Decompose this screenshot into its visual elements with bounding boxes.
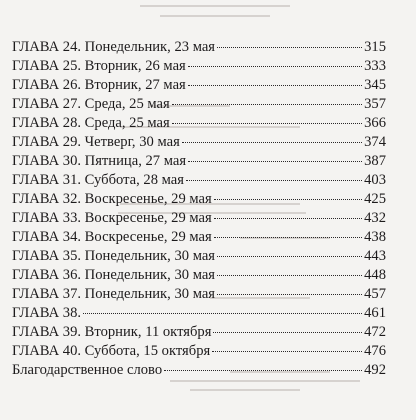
toc-dot-leader bbox=[172, 104, 362, 105]
toc-entry bbox=[12, 133, 386, 152]
toc-entry-page: 333 bbox=[364, 58, 386, 74]
toc-entry-page: 432 bbox=[364, 210, 386, 226]
toc-dot-leader bbox=[217, 256, 362, 257]
toc-entry-page: 443 bbox=[364, 248, 386, 264]
toc-dot-leader bbox=[186, 180, 362, 181]
toc-entry bbox=[12, 266, 386, 285]
toc-entry-page: 403 bbox=[364, 172, 386, 188]
toc-entry-page: 457 bbox=[364, 286, 386, 302]
toc-entry bbox=[12, 171, 386, 190]
toc-entry bbox=[12, 342, 386, 361]
toc-entry bbox=[12, 38, 386, 57]
toc-dot-leader bbox=[188, 85, 362, 86]
toc-dot-leader bbox=[214, 218, 362, 219]
toc-entry bbox=[12, 228, 386, 247]
toc-entry bbox=[12, 361, 386, 380]
toc-entry-page: 345 bbox=[364, 77, 386, 93]
toc-entry-title: ГЛАВА 38. bbox=[12, 305, 82, 321]
toc-entry-title: ГЛАВА 39. Вторник, 11 октября bbox=[12, 324, 212, 340]
toc-entry-title: ГЛАВА 27. Среда, 25 мая bbox=[12, 96, 170, 112]
toc-dot-leader bbox=[214, 237, 362, 238]
toc-entry-page: 476 bbox=[364, 343, 386, 359]
toc-entry-page: 425 bbox=[364, 191, 386, 207]
toc-entry-page: 438 bbox=[364, 229, 386, 245]
toc-entry-title: Благодарственное слово bbox=[12, 362, 163, 378]
toc-dot-leader bbox=[213, 332, 362, 333]
toc-dot-leader bbox=[164, 370, 362, 371]
toc-entry-page: 461 bbox=[364, 305, 386, 321]
toc-entry-title: ГЛАВА 31. Суббота, 28 мая bbox=[12, 172, 184, 188]
toc-entry-title: ГЛАВА 33. Воскресенье, 29 мая bbox=[12, 210, 212, 226]
toc-entry-page: 472 bbox=[364, 324, 386, 340]
toc-entry bbox=[12, 95, 386, 114]
toc-entry bbox=[12, 114, 386, 133]
table-of-contents bbox=[12, 38, 386, 380]
toc-entry bbox=[12, 304, 386, 323]
toc-entry-title: ГЛАВА 24. Понедельник, 23 мая bbox=[12, 39, 216, 55]
toc-entry bbox=[12, 323, 386, 342]
toc-dot-leader bbox=[214, 199, 362, 200]
toc-entry bbox=[12, 247, 386, 266]
toc-entry bbox=[12, 152, 386, 171]
toc-entry bbox=[12, 190, 386, 209]
toc-dot-leader bbox=[217, 47, 362, 48]
toc-entry bbox=[12, 57, 386, 76]
toc-dot-leader bbox=[188, 66, 362, 67]
toc-entry-title: ГЛАВА 36. Понедельник, 30 мая bbox=[12, 267, 216, 283]
toc-entry-page: 315 bbox=[364, 39, 386, 55]
toc-entry-page: 492 bbox=[364, 362, 386, 378]
toc-entry-page: 366 bbox=[364, 115, 386, 131]
toc-entry bbox=[12, 209, 386, 228]
toc-entry-page: 357 bbox=[364, 96, 386, 112]
toc-entry-title: ГЛАВА 28. Среда, 25 мая bbox=[12, 115, 170, 131]
toc-entry-title: ГЛАВА 34. Воскресенье, 29 мая bbox=[12, 229, 212, 245]
toc-dot-leader bbox=[83, 313, 362, 314]
toc-entry bbox=[12, 285, 386, 304]
toc-entry-title: ГЛАВА 26. Вторник, 27 мая bbox=[12, 77, 186, 93]
toc-entry-title: ГЛАВА 32. Воскресенье, 29 мая bbox=[12, 191, 212, 207]
toc-dot-leader bbox=[217, 294, 362, 295]
toc-entry-title: ГЛАВА 35. Понедельник, 30 мая bbox=[12, 248, 216, 264]
toc-entry-title: ГЛАВА 37. Понедельник, 30 мая bbox=[12, 286, 216, 302]
toc-entry-title: ГЛАВА 29. Четверг, 30 мая bbox=[12, 134, 180, 150]
toc-entry-page: 448 bbox=[364, 267, 386, 283]
toc-entry-title: ГЛАВА 40. Суббота, 15 октября bbox=[12, 343, 211, 359]
toc-dot-leader bbox=[182, 142, 362, 143]
toc-dot-leader bbox=[217, 275, 362, 276]
toc-entry-page: 374 bbox=[364, 134, 386, 150]
toc-dot-leader bbox=[172, 123, 362, 124]
toc-entry-title: ГЛАВА 25. Вторник, 26 мая bbox=[12, 58, 186, 74]
toc-entry-page: 387 bbox=[364, 153, 386, 169]
toc-entry-title: ГЛАВА 30. Пятница, 27 мая bbox=[12, 153, 187, 169]
toc-dot-leader bbox=[212, 351, 362, 352]
toc-dot-leader bbox=[188, 161, 362, 162]
toc-entry bbox=[12, 76, 386, 95]
